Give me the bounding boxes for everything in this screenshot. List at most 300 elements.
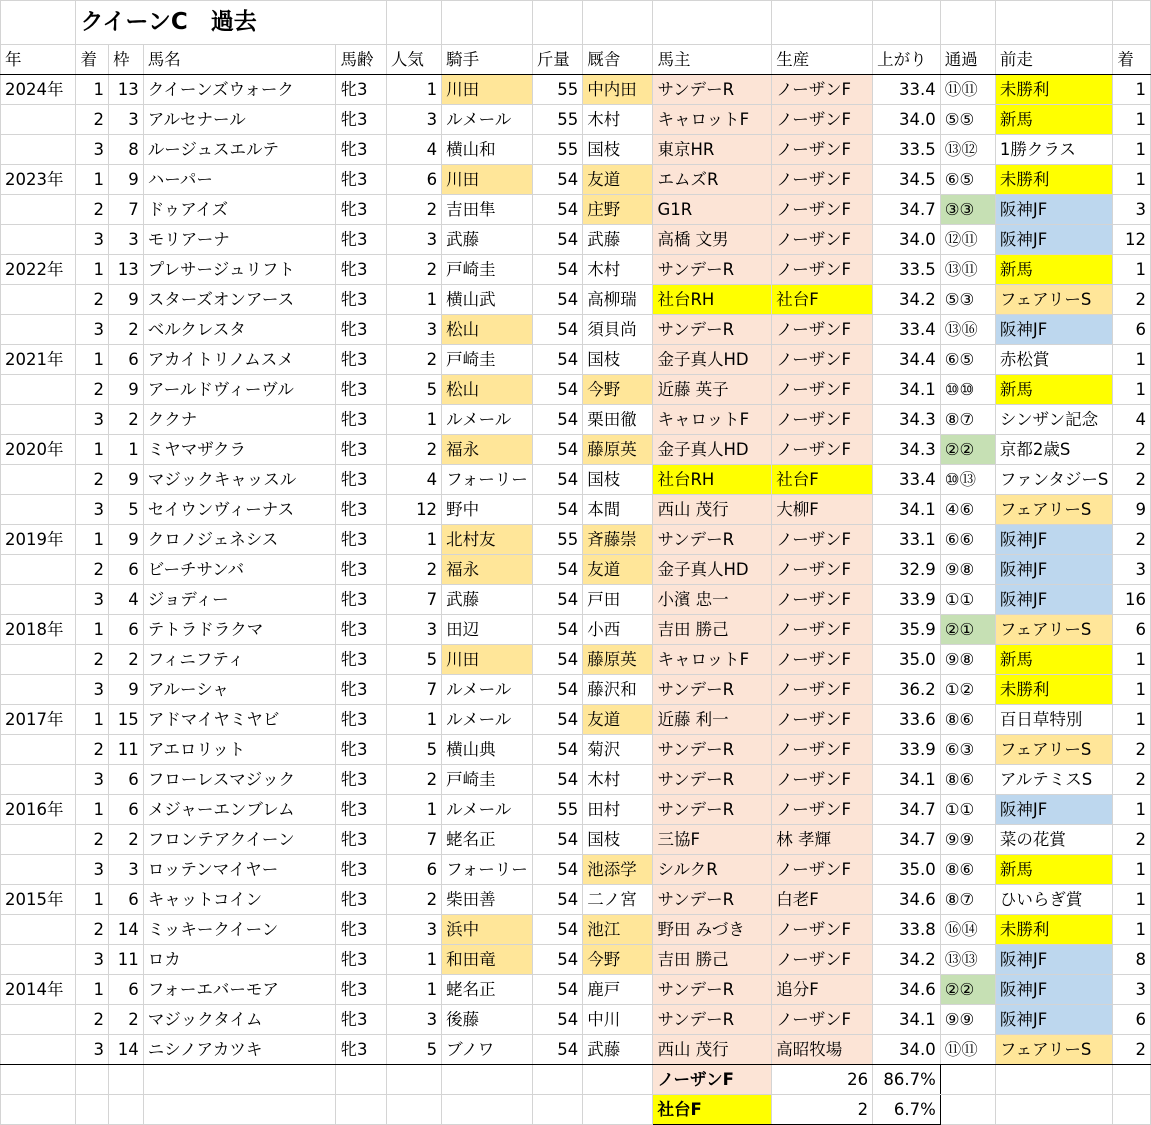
empty-cell[interactable] — [76, 1095, 109, 1125]
cell-waku[interactable]: 2 — [109, 645, 144, 675]
cell-breeder[interactable]: 林 孝輝 — [772, 825, 873, 855]
cell-breeder[interactable]: ノーザンF — [772, 1005, 873, 1035]
cell-year[interactable] — [1, 375, 76, 405]
cell-jockey[interactable]: 武藤 — [442, 225, 533, 255]
cell-rank[interactable]: 2 — [76, 825, 109, 855]
cell-year[interactable] — [1, 225, 76, 255]
cell-popularity[interactable]: 3 — [386, 105, 441, 135]
cell-owner[interactable]: キャロットF — [653, 645, 772, 675]
cell-age[interactable]: 牝3 — [336, 705, 386, 735]
empty-cell[interactable] — [386, 1095, 441, 1125]
cell-year[interactable]: 2015年 — [1, 885, 76, 915]
cell-owner[interactable]: 金子真人HD — [653, 555, 772, 585]
cell-age[interactable]: 牝3 — [336, 675, 386, 705]
cell-prev-race[interactable]: 未勝利 — [995, 75, 1112, 105]
cell-rank[interactable]: 2 — [76, 195, 109, 225]
cell-weight[interactable]: 54 — [532, 645, 582, 675]
cell-passing[interactable]: ⑪⑪ — [940, 75, 995, 105]
cell-owner[interactable]: 野田 みづき — [653, 915, 772, 945]
cell-prev-race[interactable]: 京都2歳S — [995, 435, 1112, 465]
cell-last-3f[interactable]: 36.2 — [873, 675, 941, 705]
cell-jockey[interactable]: 後藤 — [442, 1005, 533, 1035]
cell-stable[interactable]: 友道 — [583, 705, 653, 735]
cell-passing[interactable]: ⑧⑦ — [940, 405, 995, 435]
cell-popularity[interactable]: 12 — [386, 495, 441, 525]
cell-year[interactable] — [1, 405, 76, 435]
cell-breeder[interactable]: ノーザンF — [772, 555, 873, 585]
cell-age[interactable]: 牝3 — [336, 555, 386, 585]
cell-prev-rank[interactable]: 12 — [1113, 225, 1151, 255]
cell-rank[interactable]: 3 — [76, 405, 109, 435]
cell-prev-rank[interactable]: 2 — [1113, 435, 1151, 465]
cell-breeder[interactable]: 白老F — [772, 885, 873, 915]
cell-rank[interactable]: 3 — [76, 765, 109, 795]
cell-year[interactable] — [1, 1005, 76, 1035]
cell-passing[interactable]: ⑤③ — [940, 285, 995, 315]
cell-weight[interactable]: 54 — [532, 945, 582, 975]
cell-prev-rank[interactable]: 1 — [1113, 135, 1151, 165]
cell-waku[interactable]: 6 — [109, 795, 144, 825]
cell-horse-name[interactable]: ニシノアカツキ — [143, 1035, 336, 1065]
cell-stable[interactable]: 藤原英 — [583, 645, 653, 675]
cell-age[interactable]: 牝3 — [336, 615, 386, 645]
cell-prev-rank[interactable]: 1 — [1113, 645, 1151, 675]
cell-waku[interactable]: 6 — [109, 765, 144, 795]
cell-waku[interactable]: 9 — [109, 525, 144, 555]
cell-last-3f[interactable]: 34.6 — [873, 975, 941, 1005]
cell-waku[interactable]: 7 — [109, 195, 144, 225]
cell-owner[interactable]: エムズR — [653, 165, 772, 195]
cell-last-3f[interactable]: 34.2 — [873, 285, 941, 315]
cell-owner[interactable]: 金子真人HD — [653, 435, 772, 465]
cell-weight[interactable]: 54 — [532, 585, 582, 615]
summary-count[interactable]: 26 — [772, 1065, 873, 1095]
cell-popularity[interactable]: 3 — [386, 915, 441, 945]
cell-horse-name[interactable]: ルージュスエルテ — [143, 135, 336, 165]
cell-horse-name[interactable]: マジックタイム — [143, 1005, 336, 1035]
cell-weight[interactable]: 54 — [532, 465, 582, 495]
cell-popularity[interactable]: 3 — [386, 615, 441, 645]
cell-passing[interactable]: ④⑥ — [940, 495, 995, 525]
cell-weight[interactable]: 54 — [532, 735, 582, 765]
cell-passing[interactable]: ①② — [940, 675, 995, 705]
cell-waku[interactable]: 15 — [109, 705, 144, 735]
cell-stable[interactable]: 武藤 — [583, 1035, 653, 1065]
cell-last-3f[interactable]: 34.7 — [873, 795, 941, 825]
cell-passing[interactable]: ⑧⑥ — [940, 855, 995, 885]
cell-stable[interactable]: 国枝 — [583, 825, 653, 855]
cell-waku[interactable]: 6 — [109, 555, 144, 585]
cell-popularity[interactable]: 1 — [386, 975, 441, 1005]
cell-popularity[interactable]: 7 — [386, 675, 441, 705]
cell-jockey[interactable]: 野中 — [442, 495, 533, 525]
cell-prev-race[interactable]: フェアリーS — [995, 285, 1112, 315]
cell-last-3f[interactable]: 34.3 — [873, 435, 941, 465]
cell-horse-name[interactable]: ククナ — [143, 405, 336, 435]
cell-prev-race[interactable]: 阪神JF — [995, 1005, 1112, 1035]
cell-horse-name[interactable]: ミヤマザクラ — [143, 435, 336, 465]
cell-age[interactable]: 牝3 — [336, 1005, 386, 1035]
cell-passing[interactable]: ①① — [940, 585, 995, 615]
cell-rank[interactable]: 3 — [76, 225, 109, 255]
cell-jockey[interactable]: 横山和 — [442, 135, 533, 165]
cell-weight[interactable]: 54 — [532, 675, 582, 705]
cell-jockey[interactable]: 武藤 — [442, 585, 533, 615]
cell-prev-rank[interactable]: 1 — [1113, 705, 1151, 735]
cell-owner[interactable]: サンデーR — [653, 525, 772, 555]
cell-jockey[interactable]: 戸崎圭 — [442, 255, 533, 285]
cell-jockey[interactable]: 福永 — [442, 435, 533, 465]
header-prev-rank[interactable]: 着 — [1113, 45, 1151, 75]
cell-weight[interactable]: 54 — [532, 615, 582, 645]
cell-stable[interactable]: 鹿戸 — [583, 975, 653, 1005]
cell-year[interactable]: 2019年 — [1, 525, 76, 555]
cell-waku[interactable]: 6 — [109, 885, 144, 915]
cell-prev-race[interactable]: 阪神JF — [995, 555, 1112, 585]
cell-horse-name[interactable]: アールドヴィーヴル — [143, 375, 336, 405]
cell-weight[interactable]: 54 — [532, 825, 582, 855]
cell-prev-race[interactable]: 阪神JF — [995, 945, 1112, 975]
cell-weight[interactable]: 54 — [532, 405, 582, 435]
cell-stable[interactable]: 木村 — [583, 255, 653, 285]
cell-prev-race[interactable]: アルテミスS — [995, 765, 1112, 795]
cell-prev-rank[interactable]: 3 — [1113, 975, 1151, 1005]
cell-breeder[interactable]: ノーザンF — [772, 195, 873, 225]
cell-passing[interactable]: ⑬⑫ — [940, 135, 995, 165]
cell-owner[interactable]: サンデーR — [653, 255, 772, 285]
cell-last-3f[interactable]: 34.3 — [873, 405, 941, 435]
cell-stable[interactable]: 池添学 — [583, 855, 653, 885]
cell-prev-rank[interactable]: 1 — [1113, 915, 1151, 945]
cell-horse-name[interactable]: スターズオンアース — [143, 285, 336, 315]
cell-prev-rank[interactable]: 6 — [1113, 315, 1151, 345]
cell-horse-name[interactable]: クロノジェネシス — [143, 525, 336, 555]
cell-stable[interactable]: 国枝 — [583, 465, 653, 495]
cell-stable[interactable]: 田村 — [583, 795, 653, 825]
cell-jockey[interactable]: ブノワ — [442, 1035, 533, 1065]
cell-prev-race[interactable]: 百日草特別 — [995, 705, 1112, 735]
cell-prev-race[interactable]: 阪神JF — [995, 975, 1112, 1005]
cell-owner[interactable]: サンデーR — [653, 885, 772, 915]
cell-prev-rank[interactable]: 4 — [1113, 405, 1151, 435]
cell-last-3f[interactable]: 34.4 — [873, 345, 941, 375]
cell-prev-race[interactable]: 阪神JF — [995, 195, 1112, 225]
summary-label[interactable]: 社台F — [653, 1095, 772, 1125]
cell-prev-race[interactable]: 赤松賞 — [995, 345, 1112, 375]
cell-last-3f[interactable]: 33.5 — [873, 255, 941, 285]
cell-weight[interactable]: 54 — [532, 915, 582, 945]
cell-stable[interactable]: 須貝尚 — [583, 315, 653, 345]
cell-waku[interactable]: 3 — [109, 225, 144, 255]
cell-prev-race[interactable]: 新馬 — [995, 855, 1112, 885]
cell-age[interactable]: 牝3 — [336, 195, 386, 225]
cell-age[interactable]: 牝3 — [336, 225, 386, 255]
cell-owner[interactable]: 小濱 忠一 — [653, 585, 772, 615]
cell-waku[interactable]: 5 — [109, 495, 144, 525]
cell-breeder[interactable]: ノーザンF — [772, 585, 873, 615]
cell-year[interactable]: 2021年 — [1, 345, 76, 375]
cell-popularity[interactable]: 5 — [386, 735, 441, 765]
cell-breeder[interactable]: ノーザンF — [772, 675, 873, 705]
cell-prev-rank[interactable]: 1 — [1113, 165, 1151, 195]
cell-prev-race[interactable]: フェアリーS — [995, 495, 1112, 525]
cell-prev-race[interactable]: フェアリーS — [995, 1035, 1112, 1065]
cell-stable[interactable]: 斉藤崇 — [583, 525, 653, 555]
cell-breeder[interactable]: ノーザンF — [772, 915, 873, 945]
cell-year[interactable] — [1, 315, 76, 345]
cell-horse-name[interactable]: ドゥアイズ — [143, 195, 336, 225]
cell-last-3f[interactable]: 32.9 — [873, 555, 941, 585]
cell-rank[interactable]: 2 — [76, 1005, 109, 1035]
cell-breeder[interactable]: 社台F — [772, 285, 873, 315]
cell-rank[interactable]: 2 — [76, 735, 109, 765]
cell-prev-rank[interactable]: 3 — [1113, 195, 1151, 225]
cell-popularity[interactable]: 2 — [386, 255, 441, 285]
cell-year[interactable]: 2024年 — [1, 75, 76, 105]
cell-weight[interactable]: 54 — [532, 315, 582, 345]
cell-popularity[interactable]: 7 — [386, 585, 441, 615]
cell-stable[interactable]: 菊沢 — [583, 735, 653, 765]
cell-waku[interactable]: 13 — [109, 75, 144, 105]
cell-rank[interactable]: 2 — [76, 645, 109, 675]
cell-jockey[interactable]: 田辺 — [442, 615, 533, 645]
cell-prev-race[interactable]: ひいらぎ賞 — [995, 885, 1112, 915]
cell-horse-name[interactable]: クイーンズウォーク — [143, 75, 336, 105]
cell-owner[interactable]: G1R — [653, 195, 772, 225]
cell-prev-race[interactable]: 阪神JF — [995, 225, 1112, 255]
cell-rank[interactable]: 3 — [76, 135, 109, 165]
cell-prev-race[interactable]: 新馬 — [995, 105, 1112, 135]
cell-popularity[interactable]: 2 — [386, 885, 441, 915]
cell-owner[interactable]: 高橋 文男 — [653, 225, 772, 255]
cell-waku[interactable]: 9 — [109, 465, 144, 495]
cell-stable[interactable]: 藤原英 — [583, 435, 653, 465]
cell-owner[interactable]: キャロットF — [653, 105, 772, 135]
cell-popularity[interactable]: 6 — [386, 855, 441, 885]
cell-owner[interactable]: サンデーR — [653, 795, 772, 825]
cell-popularity[interactable]: 2 — [386, 435, 441, 465]
cell-weight[interactable]: 55 — [532, 105, 582, 135]
cell-stable[interactable]: 友道 — [583, 555, 653, 585]
cell-horse-name[interactable]: プレサージュリフト — [143, 255, 336, 285]
cell-popularity[interactable]: 1 — [386, 795, 441, 825]
cell-last-3f[interactable]: 33.4 — [873, 465, 941, 495]
cell-owner[interactable]: 近藤 英子 — [653, 375, 772, 405]
cell-last-3f[interactable]: 34.0 — [873, 1035, 941, 1065]
cell-prev-race[interactable]: 新馬 — [995, 255, 1112, 285]
cell-last-3f[interactable]: 33.4 — [873, 75, 941, 105]
cell-weight[interactable]: 54 — [532, 495, 582, 525]
cell-age[interactable]: 牝3 — [336, 315, 386, 345]
cell-rank[interactable]: 2 — [76, 285, 109, 315]
cell-popularity[interactable]: 1 — [386, 945, 441, 975]
cell-rank[interactable]: 3 — [76, 585, 109, 615]
cell-breeder[interactable]: ノーザンF — [772, 645, 873, 675]
cell-age[interactable]: 牝3 — [336, 645, 386, 675]
cell-year[interactable] — [1, 135, 76, 165]
cell-weight[interactable]: 54 — [532, 195, 582, 225]
cell-last-3f[interactable]: 34.0 — [873, 105, 941, 135]
cell-owner[interactable]: 東京HR — [653, 135, 772, 165]
cell-owner[interactable]: サンデーR — [653, 315, 772, 345]
cell-rank[interactable]: 2 — [76, 375, 109, 405]
empty-cell[interactable] — [1, 1065, 76, 1095]
header-year[interactable]: 年 — [1, 45, 76, 75]
cell-prev-rank[interactable]: 6 — [1113, 1005, 1151, 1035]
cell-passing[interactable]: ⑨⑨ — [940, 825, 995, 855]
cell-passing[interactable]: ⑥⑤ — [940, 345, 995, 375]
cell-age[interactable]: 牝3 — [336, 795, 386, 825]
cell-popularity[interactable]: 2 — [386, 555, 441, 585]
cell-age[interactable]: 牝3 — [336, 525, 386, 555]
header-rank[interactable]: 着 — [76, 45, 109, 75]
cell-prev-rank[interactable]: 2 — [1113, 765, 1151, 795]
cell-rank[interactable]: 1 — [76, 615, 109, 645]
cell-rank[interactable]: 1 — [76, 75, 109, 105]
cell-rank[interactable]: 1 — [76, 975, 109, 1005]
cell-jockey[interactable]: 蛯名正 — [442, 825, 533, 855]
cell-prev-rank[interactable]: 1 — [1113, 885, 1151, 915]
cell-breeder[interactable]: ノーザンF — [772, 315, 873, 345]
cell-rank[interactable]: 3 — [76, 855, 109, 885]
cell-horse-name[interactable]: マジックキャッスル — [143, 465, 336, 495]
cell-owner[interactable]: サンデーR — [653, 75, 772, 105]
cell-rank[interactable]: 1 — [76, 705, 109, 735]
cell-prev-race[interactable]: 未勝利 — [995, 915, 1112, 945]
cell-year[interactable] — [1, 945, 76, 975]
cell-breeder[interactable]: 社台F — [772, 465, 873, 495]
cell-age[interactable]: 牝3 — [336, 465, 386, 495]
cell-weight[interactable]: 54 — [532, 435, 582, 465]
cell-prev-rank[interactable]: 1 — [1113, 105, 1151, 135]
cell-waku[interactable]: 4 — [109, 585, 144, 615]
cell-last-3f[interactable]: 34.1 — [873, 495, 941, 525]
cell-breeder[interactable]: ノーザンF — [772, 105, 873, 135]
empty-cell[interactable] — [76, 1065, 109, 1095]
cell-passing[interactable]: ②① — [940, 615, 995, 645]
header-owner[interactable]: 馬主 — [653, 45, 772, 75]
cell-passing[interactable]: ⑧⑦ — [940, 885, 995, 915]
cell-age[interactable]: 牝3 — [336, 495, 386, 525]
cell-owner[interactable]: 社台RH — [653, 465, 772, 495]
cell-rank[interactable]: 3 — [76, 1035, 109, 1065]
cell-age[interactable]: 牝3 — [336, 1035, 386, 1065]
cell-age[interactable]: 牝3 — [336, 585, 386, 615]
empty-cell[interactable] — [583, 1095, 653, 1125]
cell-popularity[interactable]: 1 — [386, 705, 441, 735]
cell-passing[interactable]: ⑬⑯ — [940, 315, 995, 345]
cell-stable[interactable]: 庄野 — [583, 195, 653, 225]
cell-stable[interactable]: 木村 — [583, 765, 653, 795]
cell-owner[interactable]: サンデーR — [653, 735, 772, 765]
cell-horse-name[interactable]: アルセナール — [143, 105, 336, 135]
cell-last-3f[interactable]: 34.1 — [873, 375, 941, 405]
cell-year[interactable] — [1, 825, 76, 855]
cell-rank[interactable]: 2 — [76, 915, 109, 945]
cell-weight[interactable]: 54 — [532, 765, 582, 795]
cell-breeder[interactable]: ノーザンF — [772, 525, 873, 555]
cell-year[interactable] — [1, 645, 76, 675]
cell-owner[interactable]: 吉田 勝己 — [653, 945, 772, 975]
cell-breeder[interactable]: ノーザンF — [772, 405, 873, 435]
cell-weight[interactable]: 54 — [532, 165, 582, 195]
empty-cell[interactable] — [143, 1065, 336, 1095]
cell-popularity[interactable]: 1 — [386, 285, 441, 315]
cell-breeder[interactable]: ノーザンF — [772, 75, 873, 105]
cell-breeder[interactable]: 高昭牧場 — [772, 1035, 873, 1065]
header-passing[interactable]: 通過 — [940, 45, 995, 75]
cell-stable[interactable]: 二ノ宮 — [583, 885, 653, 915]
cell-last-3f[interactable]: 34.2 — [873, 945, 941, 975]
cell-popularity[interactable]: 4 — [386, 465, 441, 495]
cell-waku[interactable]: 3 — [109, 855, 144, 885]
cell-rank[interactable]: 3 — [76, 315, 109, 345]
cell-rank[interactable]: 1 — [76, 795, 109, 825]
cell-owner[interactable]: 近藤 利一 — [653, 705, 772, 735]
cell-last-3f[interactable]: 33.9 — [873, 735, 941, 765]
cell-jockey[interactable]: 吉田隼 — [442, 195, 533, 225]
header-popularity[interactable]: 人気 — [386, 45, 441, 75]
cell-breeder[interactable]: ノーザンF — [772, 135, 873, 165]
cell-popularity[interactable]: 2 — [386, 765, 441, 795]
summary-label[interactable]: ノーザンF — [653, 1065, 772, 1095]
cell-horse-name[interactable]: フォーエバーモア — [143, 975, 336, 1005]
cell-breeder[interactable]: 大柳F — [772, 495, 873, 525]
cell-popularity[interactable]: 5 — [386, 645, 441, 675]
cell-prev-rank[interactable]: 2 — [1113, 1035, 1151, 1065]
cell-weight[interactable]: 54 — [532, 555, 582, 585]
cell-last-3f[interactable]: 34.1 — [873, 765, 941, 795]
cell-passing[interactable]: ⑨⑨ — [940, 1005, 995, 1035]
cell-popularity[interactable]: 3 — [386, 315, 441, 345]
cell-passing[interactable]: ②② — [940, 435, 995, 465]
cell-stable[interactable]: 国枝 — [583, 135, 653, 165]
cell-prev-race[interactable]: フェアリーS — [995, 735, 1112, 765]
cell-horse-name[interactable]: ベルクレスタ — [143, 315, 336, 345]
cell-last-3f[interactable]: 33.5 — [873, 135, 941, 165]
cell-popularity[interactable]: 1 — [386, 525, 441, 555]
cell-waku[interactable]: 11 — [109, 735, 144, 765]
cell-rank[interactable]: 2 — [76, 465, 109, 495]
cell-stable[interactable]: 栗田徹 — [583, 405, 653, 435]
header-weight[interactable]: 斤量 — [532, 45, 582, 75]
cell-age[interactable]: 牝3 — [336, 165, 386, 195]
cell-breeder[interactable]: ノーザンF — [772, 345, 873, 375]
cell-prev-rank[interactable]: 2 — [1113, 735, 1151, 765]
cell-year[interactable] — [1, 195, 76, 225]
cell-horse-name[interactable]: セイウンヴィーナス — [143, 495, 336, 525]
cell-stable[interactable]: 友道 — [583, 165, 653, 195]
cell-waku[interactable]: 2 — [109, 825, 144, 855]
cell-popularity[interactable]: 3 — [386, 1005, 441, 1035]
cell-popularity[interactable]: 4 — [386, 135, 441, 165]
cell-year[interactable] — [1, 1035, 76, 1065]
cell-waku[interactable]: 2 — [109, 1005, 144, 1035]
cell-age[interactable]: 牝3 — [336, 285, 386, 315]
cell-weight[interactable]: 54 — [532, 855, 582, 885]
cell-year[interactable] — [1, 465, 76, 495]
header-last-3f[interactable]: 上がり — [873, 45, 941, 75]
cell-waku[interactable]: 14 — [109, 915, 144, 945]
cell-waku[interactable]: 14 — [109, 1035, 144, 1065]
cell-horse-name[interactable]: アドマイヤミヤビ — [143, 705, 336, 735]
header-prev-race[interactable]: 前走 — [995, 45, 1112, 75]
cell-popularity[interactable]: 2 — [386, 345, 441, 375]
cell-rank[interactable]: 1 — [76, 885, 109, 915]
cell-owner[interactable]: 社台RH — [653, 285, 772, 315]
cell-stable[interactable]: 戸田 — [583, 585, 653, 615]
cell-owner[interactable]: 吉田 勝己 — [653, 615, 772, 645]
